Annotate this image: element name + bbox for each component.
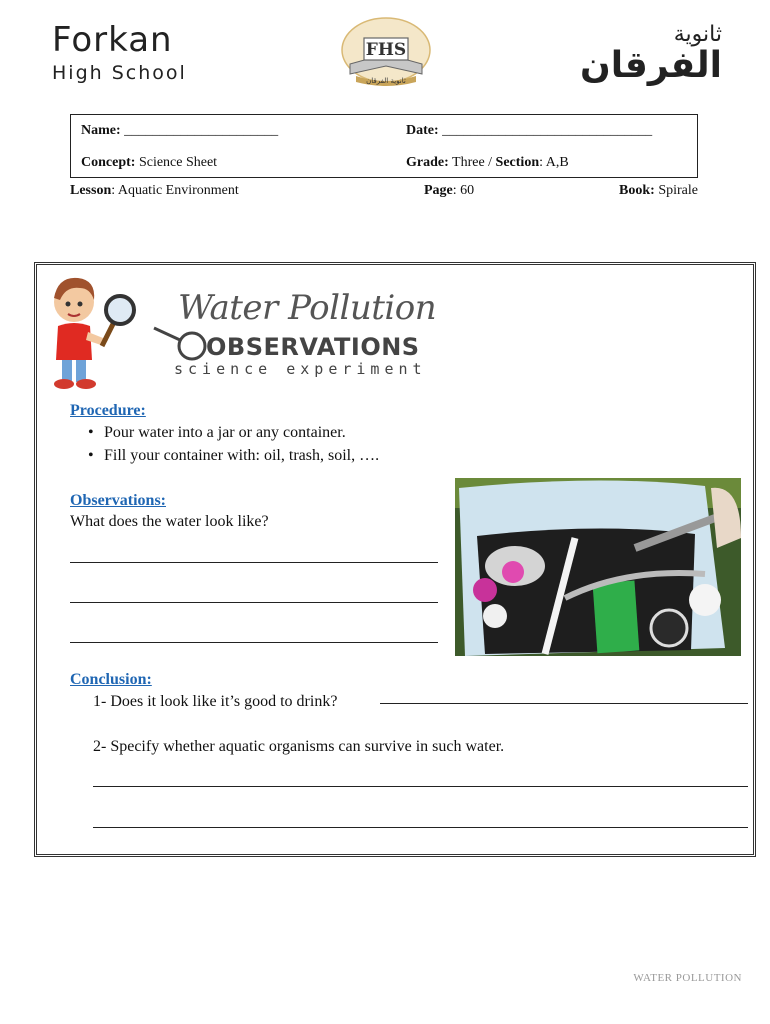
grade-section-field — [406, 155, 569, 171]
date-label: Date: — [406, 123, 439, 138]
answer-line[interactable] — [93, 827, 748, 828]
name-label: Name: — [81, 123, 121, 138]
brand-subtitle: High School — [52, 62, 187, 84]
brand-arabic-line2: الفرقان — [580, 45, 722, 86]
date-field[interactable] — [406, 123, 652, 139]
page-meta — [424, 183, 474, 199]
book-meta — [619, 183, 698, 199]
answer-line[interactable] — [93, 786, 748, 787]
concept-value: Science Sheet — [138, 155, 218, 170]
list-item: • Fill your container with: oil, trash, soil, …. — [86, 447, 379, 470]
page-value: : 60 — [452, 183, 475, 198]
worksheet-subtitle: OBSERVATIONS — [206, 333, 420, 361]
conclusion-question-2: 2- Specify whether aquatic organisms can survive in such water. — [93, 738, 505, 755]
worksheet-tagline: science experiment — [174, 360, 427, 378]
page-label: Page — [424, 183, 453, 198]
section-value: : A,B — [539, 155, 569, 170]
conclusion-question-1: 1- Does it look like it’s good to drink? — [93, 693, 338, 710]
answer-line[interactable] — [70, 562, 438, 563]
book-value: Spirale — [658, 183, 698, 198]
logo-arabic-text: ثانوية الفرقان — [366, 77, 406, 85]
school-logo — [338, 14, 434, 90]
brand-title: Forkan — [52, 20, 173, 60]
observations-question: What does the water look like? — [70, 513, 269, 530]
observations-heading: Observations: — [70, 492, 166, 509]
boy-magnifier-illustration — [44, 270, 136, 394]
worksheet-title: Water Pollution — [178, 288, 437, 328]
book-label: Book: — [619, 183, 655, 198]
procedure-heading: Procedure: — [70, 402, 146, 419]
lesson-label: Lesson — [70, 183, 112, 198]
brand-arabic-line1: ثانوية — [673, 22, 722, 47]
list-item: • Pour water into a jar or any container. — [86, 424, 379, 447]
answer-line[interactable] — [380, 703, 748, 704]
student-info-box — [70, 114, 698, 178]
name-field[interactable] — [81, 123, 278, 139]
name-blank: ______________________ — [124, 123, 279, 138]
school-name-arabic — [580, 22, 722, 86]
grade-label: Grade: — [406, 155, 449, 170]
concept-field — [81, 155, 217, 171]
concept-label: Concept: — [81, 155, 136, 170]
school-name-english — [52, 22, 187, 84]
grade-value: Three / — [452, 155, 493, 170]
polluted-water-photo — [455, 478, 741, 656]
answer-line[interactable] — [70, 642, 438, 643]
lesson-value: : Aquatic Environment — [111, 183, 239, 198]
date-blank: ______________________________ — [442, 123, 653, 138]
logo-letters: FHS — [365, 40, 407, 60]
answer-line[interactable] — [70, 602, 438, 603]
conclusion-heading: Conclusion: — [70, 671, 152, 688]
lesson-meta — [70, 183, 239, 199]
page-footer: WATER POLLUTION — [633, 972, 742, 984]
section-label: Section — [495, 155, 540, 170]
procedure-list — [86, 424, 379, 470]
